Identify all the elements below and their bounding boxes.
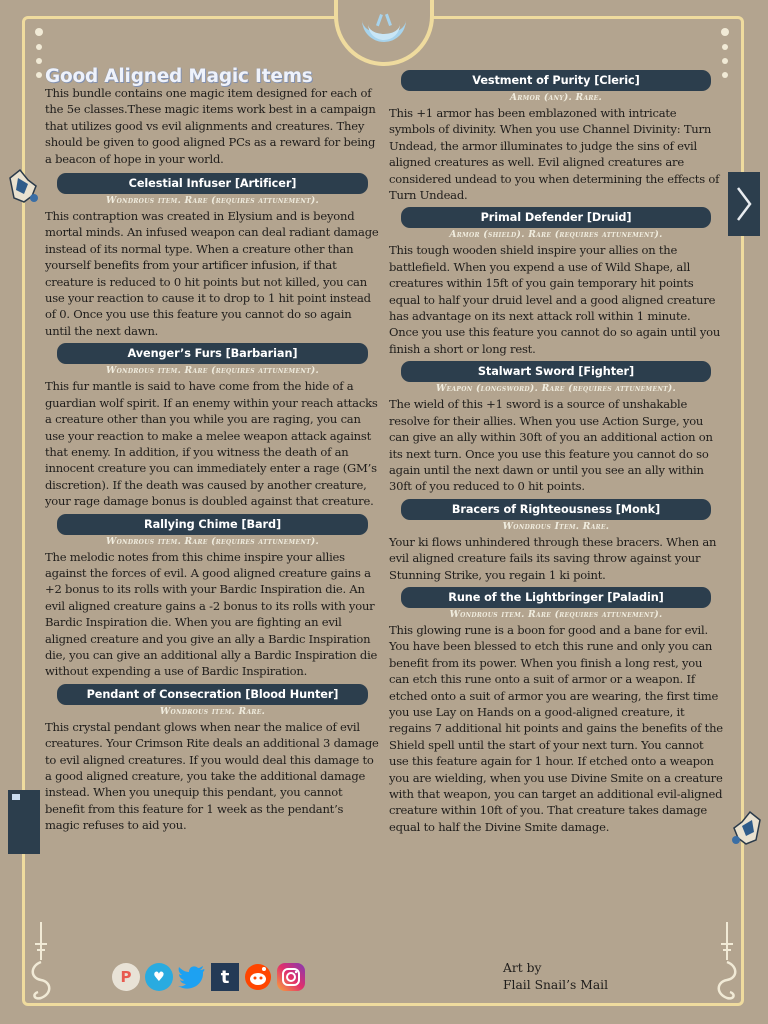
magic-item xyxy=(45,343,380,509)
social-links xyxy=(112,963,305,991)
item-description: Your ki flows unhindered through these bracers. When an evil aligned creature fails its saving throw against your Stunning Strike, you regain 1 ki point. xyxy=(389,534,717,582)
intro-paragraph: This bundle contains one magic item designed for each of the 5e classes.These magic items work best in a campaign that utilizes good vs evil alignments and creatures. They should be given to good aligned PCs as a reward for being a beacon of hope in your world. xyxy=(45,86,376,166)
magic-item xyxy=(45,514,380,680)
item-type-line: Armor (any). Rare. xyxy=(509,92,603,103)
twitter-icon[interactable] xyxy=(178,963,206,991)
credit-artist: Flail Snail’s Mail xyxy=(503,978,609,992)
item-name-header: Primal Defender [Druid] xyxy=(401,207,711,228)
instagram-icon[interactable] xyxy=(277,963,305,991)
item-description: The melodic notes from this chime inspire your allies against the forces of evil. A good aligned creature gains a +2 bonus to its rolls with your Bardic Inspiration die. An evil aligned creature gains a -2 bonus to its rolls with your Bardic Inspiration die. When you are fighting an evil aligned creature and you give an ally a Bardic Inspiration die, you can give an additional ally a Bardic Inspiration die without expending a use of Bardic Inspiration. xyxy=(45,549,378,679)
chevron-right-icon xyxy=(728,172,760,236)
item-name-header: Bracers of Righteousness [Monk] xyxy=(401,499,711,520)
art-credit xyxy=(503,960,608,994)
item-type-line: Wondrous item. Rare (requires attunement). xyxy=(105,535,320,547)
crow-quill-icon xyxy=(6,168,42,212)
item-description: This +1 armor has been emblazoned with intricate symbols of divinity. When you use Channel Divinity: Turn Undead, the armor illuminates to judge the sins of evil aligned creatures as well. Evil aligned creatures are considered undead to you when determining the effects of Turn Undead. xyxy=(389,106,720,203)
magic-item xyxy=(45,173,380,339)
right-column xyxy=(389,70,723,835)
item-type-line: Wondrous item. Rare (requires attunement). xyxy=(105,365,320,377)
swirl-ornament-icon xyxy=(712,920,742,1004)
item-description: This tough wooden shield inspire your allies on the battlefield. When you expend a use of Wild Shape, all creatures within 15ft of you gain temporary hit points equal to half your druid level and a good aligned creature has advantage on its next attack roll within 1 minute. Once you use this feature you cannot do so again until you finish a short or long rest. xyxy=(389,243,721,356)
ko-fi-glyph: ♥ xyxy=(153,969,165,985)
item-description: This crystal pendant glows when near the malice of evil creatures. Your Crimson Rite deals an additional 3 damage to evil aligned creatures. If you would deal this damage to a good aligned creature, you take the additional damage instead. When you unequip this pendant, you cannot benefit from this feature for 1 week as the pendant’s magic refuses to aid you. xyxy=(45,719,379,833)
magic-item xyxy=(389,70,723,203)
page-title: Good Aligned Magic Items xyxy=(45,66,313,87)
credit-label: Art by xyxy=(503,961,542,975)
magic-item xyxy=(389,361,723,494)
bookmark-tab[interactable] xyxy=(8,790,40,854)
reddit-icon[interactable] xyxy=(244,963,272,991)
patreon-icon[interactable] xyxy=(112,963,140,991)
magic-item xyxy=(389,207,723,357)
item-description: This fur mantle is said to have come from the hide of a guardian wolf spirit. If an enemy within your reach attacks a creature other than you while you are raging, you can use your reaction to make a melee weapon attack against that enemy. In addition, if you witness the death of an innocent creature you can immediately enter a rage (GM’s discretion). If the death was caused by another creature, your rage damage bonus is doubled against that creature. xyxy=(45,379,378,509)
item-description: This contraption was created in Elysium and is beyond mortal minds. An infused weapon can deal radiant damage instead of its normal type. When a creature other than yourself benefits from your artificer infusion, if that creature is reduced to 0 hit points but not killed, you can use your reaction to cause it to drop to 1 hit point instead of 0. Once you use this feature you cannot do so again until the next dawn. xyxy=(45,209,379,338)
crow-quill-icon xyxy=(728,810,764,854)
item-name-header: Avenger’s Furs [Barbarian] xyxy=(57,343,368,364)
item-name-header: Stalwart Sword [Fighter] xyxy=(401,361,711,382)
tumblr-icon[interactable] xyxy=(211,963,239,991)
item-name-header: Rallying Chime [Bard] xyxy=(57,514,368,535)
next-page-tab[interactable] xyxy=(728,172,760,236)
magic-item xyxy=(45,684,380,834)
magic-item xyxy=(389,499,723,583)
item-description: The wield of this +1 sword is a source of unshakable resolve for their allies. When you use Action Surge, you can give an ally within 30ft of you an additional action on its next turn. Once you use this feature you cannot do so again until the next dawn or until you see an ally within 30ft of you reduced to 0 hit points. xyxy=(389,397,713,494)
crescent-moon-icon xyxy=(356,12,412,56)
item-name-header: Vestment of Purity [Cleric] xyxy=(401,70,711,91)
item-type-line: Weapon (longsword). Rare (requires attunement). xyxy=(435,383,677,395)
patreon-glyph: P xyxy=(120,968,132,986)
left-column xyxy=(45,66,380,834)
item-type-line: Armor (shield). Rare (requires attunement). xyxy=(449,229,663,241)
bookmark-marker xyxy=(12,794,20,800)
item-name-header: Pendant of Consecration [Blood Hunter] xyxy=(57,684,368,705)
item-type-line: Wondrous item. Rare. xyxy=(159,705,266,717)
item-name-header: Rune of the Lightbringer [Paladin] xyxy=(401,587,711,608)
swirl-ornament-icon xyxy=(26,920,56,1004)
left-dots-ornament xyxy=(34,28,44,86)
item-type-line: Wondrous item. Rare (requires attunement). xyxy=(449,608,663,620)
tumblr-glyph: t xyxy=(220,966,230,988)
item-type-line: Wondrous Item. Rare. xyxy=(502,520,610,532)
item-type-line: Wondrous item. Rare (requires attunement). xyxy=(105,195,320,207)
magic-item xyxy=(389,587,723,835)
item-description: This glowing rune is a boon for good and a bane for evil. You have been blessed to etch this rune and only you can benefit from its power. When you finish a long rest, you can etch this rune onto a suit of armor or a weapon. If etched onto a suit of armor you are wearing, the first time you use Lay on Hands on a good-aligned creature, it regains 7 additional hit points and gains the benefits of the Shield spell until the start of your next turn. You cannot use this feature again for 1 hour. If etched onto a weapon you are wielding, when you use Divine Smite on a creature with that weapon, you can target an additional evil-aligned creature within 10ft of you. That creature takes damage equal to half the Divine Smite damage. xyxy=(389,622,723,834)
item-name-header: Celestial Infuser [Artificer] xyxy=(57,173,368,194)
ko-fi-icon[interactable] xyxy=(145,963,173,991)
